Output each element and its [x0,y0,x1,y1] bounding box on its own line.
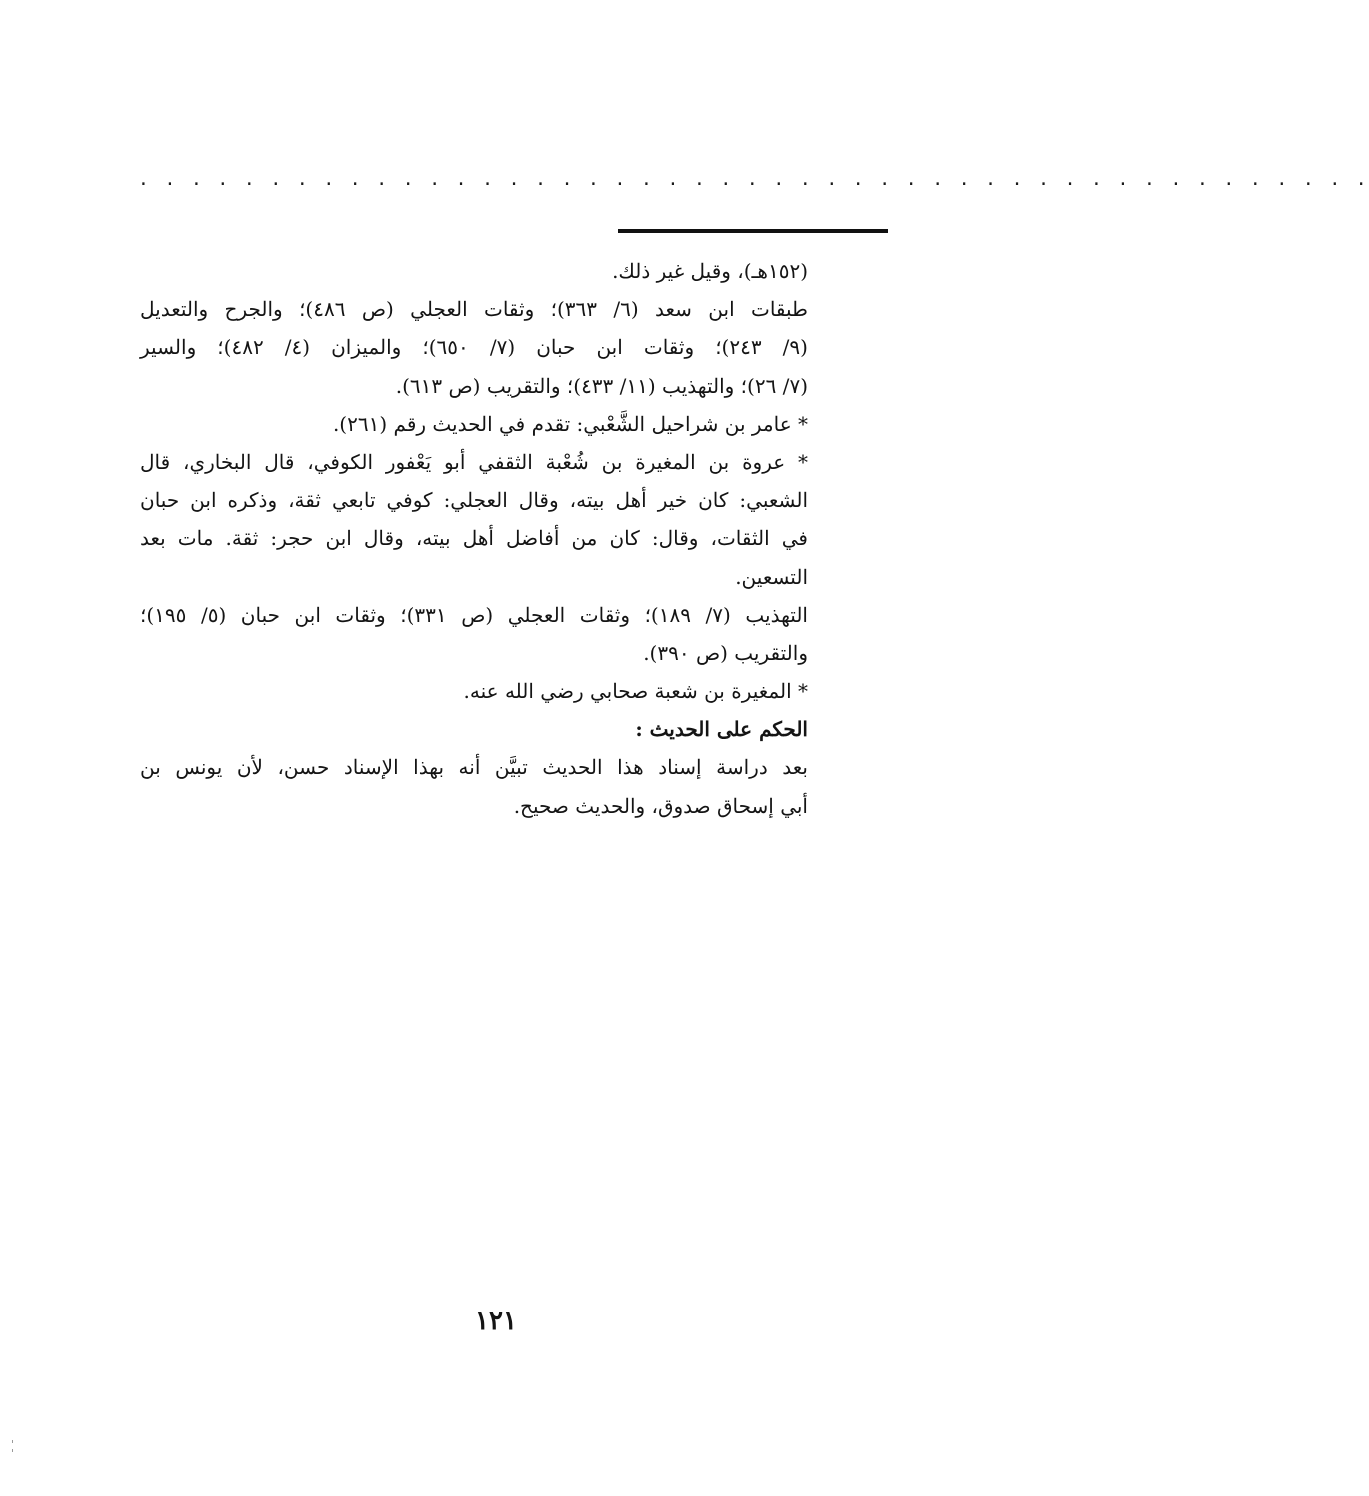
text-line: (١٥٢هـ)، وقيل غير ذلك. [612,259,808,283]
page-body [140,252,808,825]
text-line: الشعبي: كان خير أهل بيته، وقال العجلي: كوفي تابعي ثقة، وذكره ابن حبان [140,488,808,513]
text-line: * عروة بن المغيرة بن شُعْبة الثقفي أبو يَعْفور الكوفي، قال البخاري، قال [140,449,808,474]
text-line: بعد دراسة إسناد هذا الحديث تبيَّن أنه بهذا الإسناد حسن، لأن يونس بن [140,755,808,780]
text-line: أبي إسحاق صدوق، والحديث صحيح. [513,793,808,818]
text-line: (٧/ ٢٦)؛ والتهذيب (١١/ ٤٣٣)؛ والتقريب (ص ٦١٣). [395,373,808,398]
text-line: في الثقات، وقال: كان من أفاضل أهل بيته، وقال ابن حجر: ثقة. مات بعد [140,526,808,551]
text-line: * المغيرة بن شعبة صحابي رضي الله عنه. [463,679,808,704]
text-line: والتقريب (ص ٣٩٠). [643,640,808,665]
text-line: التسعين. [735,564,808,589]
text-line: (٩/ ٢٤٣)؛ وثقات ابن حبان (٧/ ٦٥٠)؛ والميزان (٤/ ٤٨٢)؛ والسير [140,335,808,360]
text-line: التهذيب (٧/ ١٨٩)؛ وثقات العجلي (ص ٣٣١)؛ وثقات ابن حبان (٥/ ١٩٥)؛ [140,602,808,627]
section-heading: الحكم على الحديث : [635,717,808,742]
dotted-separator: . . . . . . . . . . . . . . . . . . . . . . . . . . . . . . . . . . . . . . . . . . . . . . . [138,169,1369,190]
text-line: طبقات ابن سعد (٦/ ٣٦٣)؛ وثقات العجلي (ص ٤٨٦)؛ والجرح والتعديل [140,297,808,322]
footnote-rule [618,229,888,233]
page-number: ١٢١ [475,1306,517,1336]
scan-specks [12,1440,15,1454]
text-line: * عامر بن شراحيل الشَّعْبي: تقدم في الحديث رقم (٢٦١). [332,411,808,436]
